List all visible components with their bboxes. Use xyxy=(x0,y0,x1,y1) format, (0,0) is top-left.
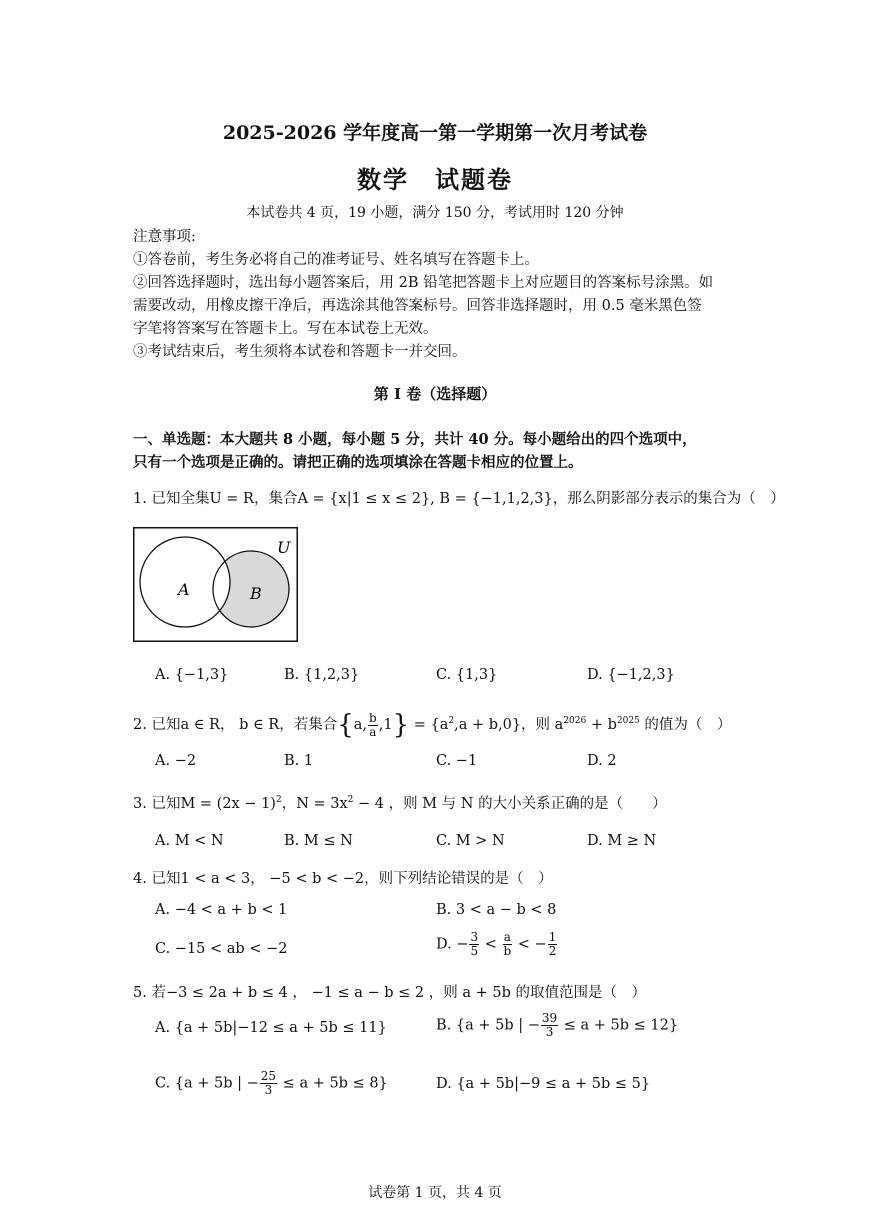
note-2c: 字笔将答案写在答题卡上。写在本试卷上无效。 xyxy=(133,321,438,337)
question-4-text: 4. 已知1 < a < 3， −5 < b < −2，则下列结论错误的是（ ） xyxy=(133,871,553,887)
q3-option-c: C. M > N xyxy=(436,833,505,849)
question-1-text: 1. 已知全集U = R，集合A = {x|1 ≤ x ≤ 2}, B = {−1,1,2,3}，那么阴影部分表示的集合为（ ） xyxy=(133,491,785,507)
question-5-text: 5. 若−3 ≤ 2a + b ≤ 4 ， −1 ≤ a − b ≤ 2 ，则 a + 5b 的取值范围是（ ） xyxy=(133,985,646,1001)
q1-option-a: A. {−1,3} xyxy=(155,667,229,683)
question-2-text: 2. 已知a ∈ R， b ∈ R，若集合{a, $\frac{b}{a}$ $,1\} = \{a^2,a + b,0\}$，则 $a^{2026} + b^{2025}$ 的值为（ ） xyxy=(133,710,732,740)
note-1: ①答卷前，考生务必将自己的准考证号、姓名填写在答题卡上。 xyxy=(133,252,539,268)
q3-option-a: A. M < N xyxy=(155,833,224,849)
q4-option-c: C. −15 < ab < −2 xyxy=(155,941,288,957)
exam-title: 2025-2026 学年度高一第一学期第一次月考试卷 xyxy=(222,122,648,144)
venn-diagram xyxy=(133,527,299,643)
part1-instructions-1: 一、单选题：本大题共 8 小题，每小题 5 分，共计 40 分。每小题给出的四个选项中， xyxy=(133,431,697,448)
notes-heading: 注意事项: xyxy=(133,229,196,245)
part1-instructions-2: 只有一个选项是正确的。请把正确的选项填涂在答题卡相应的位置上。 xyxy=(133,454,583,471)
q2-option-a: A. −2 xyxy=(155,753,197,769)
venn-label-u: U xyxy=(277,538,291,557)
q4-option-d: D. − $\frac{3}{5}$ < $\frac{a}{b}$ < − $\frac{1}{2}$ xyxy=(436,930,557,958)
page-footer: 试卷第 1 页，共 4 页 xyxy=(368,1185,502,1201)
q3-option-b: B. M ≤ N xyxy=(284,833,353,849)
subject-title: 数学 试题卷 xyxy=(357,165,513,194)
exam-info: 本试卷共 4 页，19 小题，满分 150 分，考试用时 120 分钟 xyxy=(246,205,624,221)
part1-heading: 第 I 卷（选择题） xyxy=(373,385,497,403)
q4-option-a: A. −4 < a + b < 1 xyxy=(155,902,288,918)
note-2b: 需要改动，用橡皮擦干净后，再选涂其他答案标号。回答非选择题时，用 0.5 毫米黑色签 xyxy=(133,298,702,314)
venn-label-a: A xyxy=(178,580,190,599)
q1-option-c: C. {1,3} xyxy=(436,667,498,683)
q5-option-b: B. {a + 5b | − $\frac{39}{3}$ ≤ a + 5b ≤ 12} xyxy=(436,1011,679,1039)
q2-option-c: C. −1 xyxy=(436,753,478,769)
venn-label-b: B xyxy=(250,584,262,603)
question-3-text: 3. 已知$M = (2x - 1)^2$，$N = 3x^2 - 4$ ，则 M 与 N 的大小关系正确的是（ ） xyxy=(133,795,667,812)
q3-option-d: D. M ≥ N xyxy=(587,833,657,849)
q1-option-d: D. {−1,2,3} xyxy=(587,667,675,683)
note-3: ③考试结束后，考生须将本试卷和答题卡一并交回。 xyxy=(133,344,467,360)
note-2a: ②回答选择题时，选出每小题答案后，用 2B 铅笔把答题卡上对应题目的答案标号涂黑。如 xyxy=(133,275,714,291)
q5-option-c: C. {a + 5b | − $\frac{25}{3}$ ≤ a + 5b ≤ 8} xyxy=(155,1069,388,1097)
q2-option-d: D. 2 xyxy=(587,753,617,769)
q4-option-b: B. 3 < a − b < 8 xyxy=(436,902,557,918)
q5-option-a: A. {a + 5b|−12 ≤ a + 5b ≤ 11} xyxy=(155,1020,387,1036)
q5-option-d: D. {a + 5b|−9 ≤ a + 5b ≤ 5} xyxy=(436,1076,651,1092)
q1-option-b: B. {1,2,3} xyxy=(284,667,360,683)
q2-option-b: B. 1 xyxy=(284,753,314,769)
